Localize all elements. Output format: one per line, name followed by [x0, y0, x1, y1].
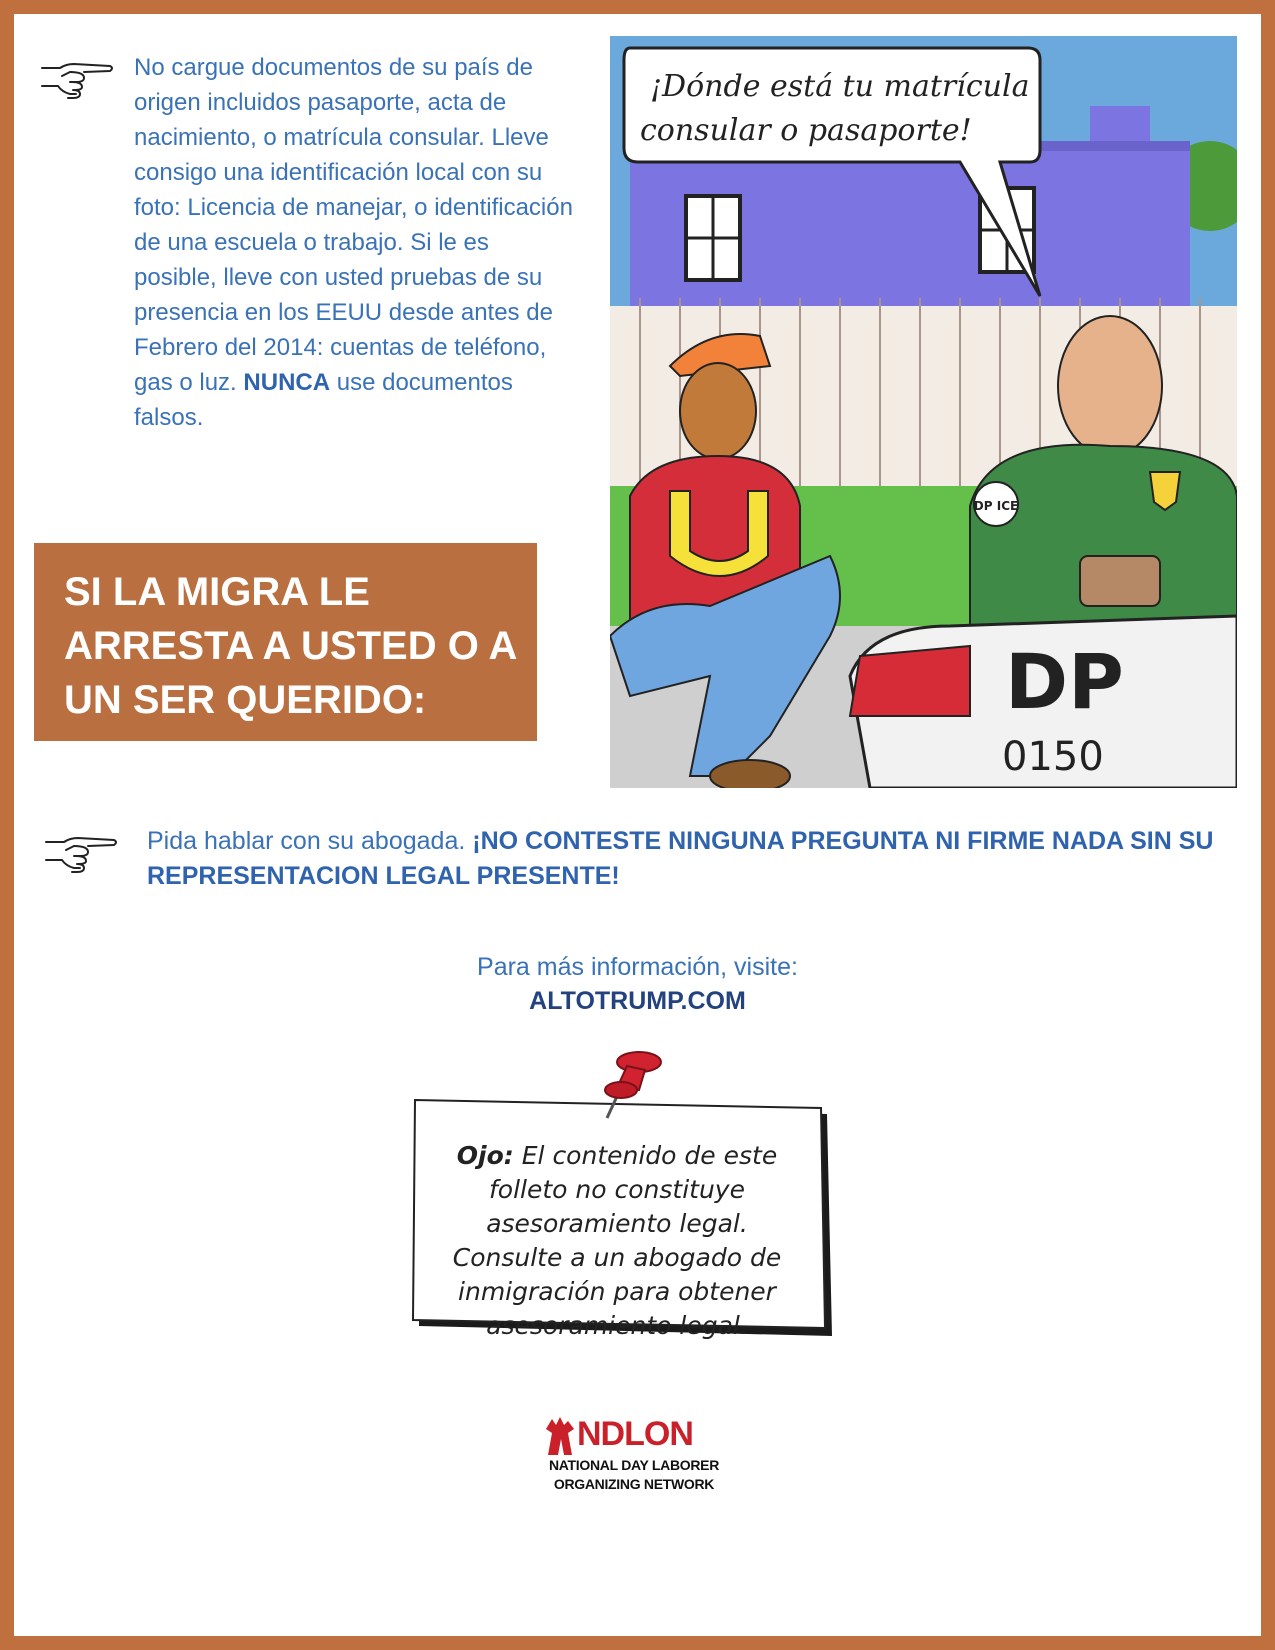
house-window [686, 196, 740, 280]
ndlon-logo [544, 1413, 724, 1503]
logo-subtitle-line-1: NATIONAL DAY LABORER [548, 1457, 720, 1473]
car-letters: DP [1005, 637, 1124, 726]
logo-subtitle [544, 1456, 724, 1494]
lawyer-advice [147, 824, 1227, 894]
comic-illustration [610, 36, 1237, 788]
more-info-text: Para más información, visite: [477, 953, 798, 981]
documents-advice [134, 50, 574, 435]
speech-line-2: consular o pasaporte! [640, 113, 972, 148]
car-number: 0150 [1002, 734, 1104, 780]
disclaimer-note [407, 1044, 847, 1364]
ndlon-logo-icon [544, 1415, 576, 1455]
pointing-hand-icon [40, 58, 116, 104]
pointing-hand-icon [44, 832, 120, 878]
disclaimer-body: El contenido de este folleto no constituye asesoramiento legal. Consulte a un abogado de inmigración para obtener asesoramiento legal. [452, 1141, 782, 1340]
flyer-page [14, 14, 1261, 1636]
patrol-car [850, 616, 1237, 788]
arrest-banner [34, 543, 537, 741]
logo-subtitle-line-2: ORGANIZING NETWORK [553, 1476, 715, 1492]
disclaimer-label: Ojo: [456, 1141, 514, 1170]
documents-advice-end: use documentos falsos. [134, 369, 513, 431]
lawyer-advice-emphasis: ¡NO CONTESTE NINGUNA PREGUNTA NI FIRME NADA SIN SU REPRESENTACION LEGAL PRESENTE! [147, 827, 1214, 890]
documents-advice-text: No cargue documentos de su país de origen incluidos pasaporte, acta de nacimiento, o matrícula consular. Lleve consigo una identificación local con su foto: Licencia de manejar, o identificación de una escuela o trabajo. Si le es posible, lleve con usted pruebas de su presencia en los EEUU desde antes de Febrero del 2014: cuentas de teléfono, gas o luz. [134, 54, 573, 396]
officer-patch-text: DP ICE [973, 499, 1019, 513]
banner-heading: SI LA MIGRA LE ARRESTA A USTED O A UN SER QUERIDO: [64, 570, 516, 722]
website-link[interactable]: ALTOTRUMP.COM [529, 987, 746, 1015]
disclaimer-text [439, 1139, 795, 1343]
speech-line-1: ¡Dónde está tu matrícula [650, 69, 1030, 104]
logo-name: NDLON [577, 1415, 693, 1453]
lawyer-advice-text: Pida hablar con su abogada. [147, 827, 466, 855]
more-info [14, 950, 1261, 1018]
documents-advice-emphasis: NUNCA [243, 369, 331, 396]
